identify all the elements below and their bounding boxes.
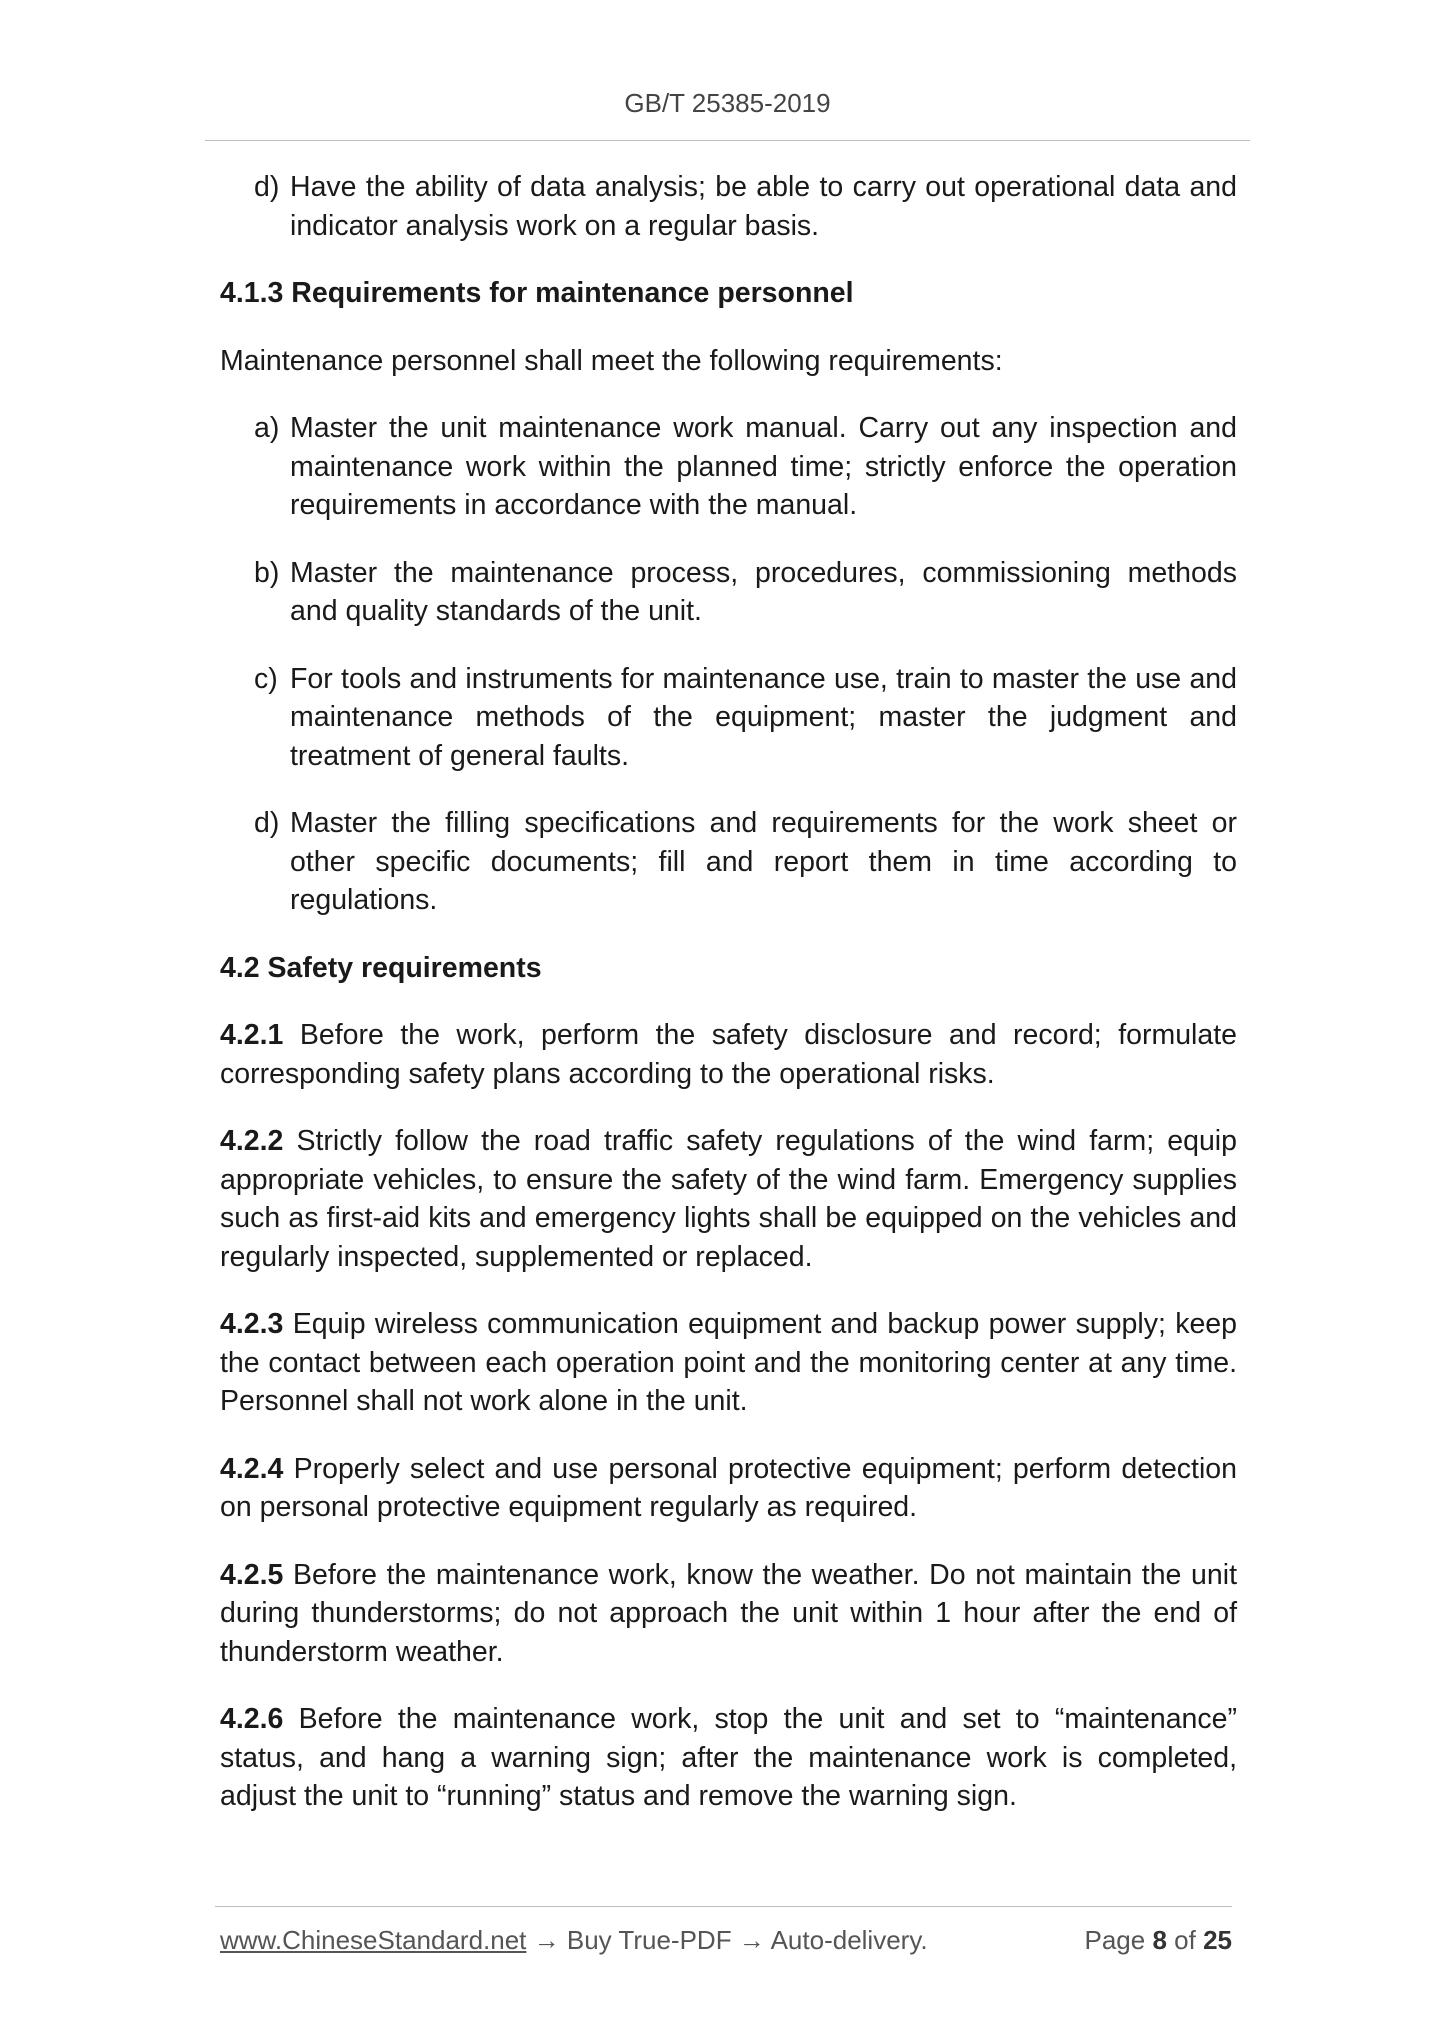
clause-number: 4.2.6 (220, 1703, 284, 1735)
clause-number: 4.2.1 (220, 1019, 284, 1051)
clause-4-2-1 (220, 1016, 1237, 1093)
list-marker: d) (254, 807, 280, 839)
clause-text: Before the maintenance work, stop the unit and set to “maintenance” status, and hang a warning sign; after the maintenance work is completed, adjust the unit to “running” status and remove the warning sign. (220, 1703, 1237, 1812)
clause-4-2-2 (220, 1122, 1237, 1276)
list-item-text: Master the unit maintenance work manual. Carry out any inspection and maintenance work within the planned time; strictly enforce the operation requirements in accordance with the manual. (290, 412, 1237, 521)
list-item-d-data-analysis (254, 168, 1237, 245)
page-of: of (1174, 1925, 1196, 1955)
list-item-d (254, 804, 1237, 920)
list-marker: c) (254, 662, 278, 695)
page-current: 8 (1152, 1925, 1167, 1955)
clause-4-2-4 (220, 1450, 1237, 1527)
section-heading-4-1-3: 4.1.3 Requirements for maintenance personnel (220, 277, 854, 309)
list-item-text: Master the filling specifications and requirements for the work sheet or other specific documents; fill and report them in time according to regulations. (290, 807, 1237, 916)
site-link[interactable]: www.ChineseStandard.net (220, 1925, 527, 1955)
page-footer (220, 1925, 1232, 1956)
list-marker: d) (254, 171, 280, 203)
clause-number: 4.2.3 (220, 1308, 284, 1340)
section-heading-4-2: 4.2 Safety requirements (220, 951, 542, 984)
page-total: 25 (1203, 1925, 1232, 1955)
list-item-text: Master the maintenance process, procedures, commissioning methods and quality standards of the unit. (290, 556, 1237, 627)
header-divider (205, 140, 1250, 141)
clause-text: Before the maintenance work, know the weather. Do not maintain the unit during thunderstorms; do not approach the unit within 1 hour after the end of thunderstorm weather. (220, 1558, 1237, 1668)
list-item-c (254, 660, 1237, 776)
document-code-header: GB/T 25385-2019 (624, 88, 831, 118)
clause-number: 4.2.2 (220, 1125, 284, 1157)
clause-4-2-3 (220, 1305, 1237, 1421)
page-label: Page (1084, 1925, 1146, 1955)
page-indicator (1084, 1925, 1232, 1956)
list-item-a (254, 409, 1237, 525)
footer-left (220, 1925, 928, 1956)
clause-4-2-5 (220, 1556, 1237, 1672)
clause-4-2-6 (220, 1700, 1237, 1816)
footer-divider (215, 1906, 1232, 1907)
clause-text: Before the work, perform the safety disclosure and record; formulate corresponding safety plans according to the operational risks. (220, 1019, 1238, 1090)
list-marker: b) (254, 556, 280, 589)
document-body (220, 168, 1237, 1845)
clause-number: 4.2.4 (220, 1452, 284, 1485)
list-item-text: Have the ability of data analysis; be able to carry out operational data and indicator analysis work on a regular basis. (290, 171, 1237, 242)
promo-text: → Buy True-PDF → Auto-delivery. (533, 1925, 928, 1955)
list-item-text: For tools and instruments for maintenance use, train to master the use and maintenance methods of the equipment; master the judgment and treatment of general faults. (290, 662, 1237, 772)
clause-text: Equip wireless communication equipment and backup power supply; keep the contact between each operation point and the monitoring center at any time. Personnel shall not work alone in the unit. (220, 1308, 1237, 1417)
clause-number: 4.2.5 (220, 1558, 284, 1591)
clause-text: Strictly follow the road traffic safety regulations of the wind farm; equip appropriate vehicles, to ensure the safety of the wind farm. Emergency supplies such as first-aid kits and emergency lights shall be equipped on the vehicles and regularly inspected, supplemented or replaced. (220, 1125, 1237, 1273)
list-item-b (254, 554, 1237, 631)
section-intro-4-1-3: Maintenance personnel shall meet the following requirements: (220, 344, 1003, 377)
clause-text: Properly select and use personal protective equipment; perform detection on personal protective equipment regularly as required. (220, 1452, 1237, 1523)
list-marker: a) (254, 412, 280, 444)
